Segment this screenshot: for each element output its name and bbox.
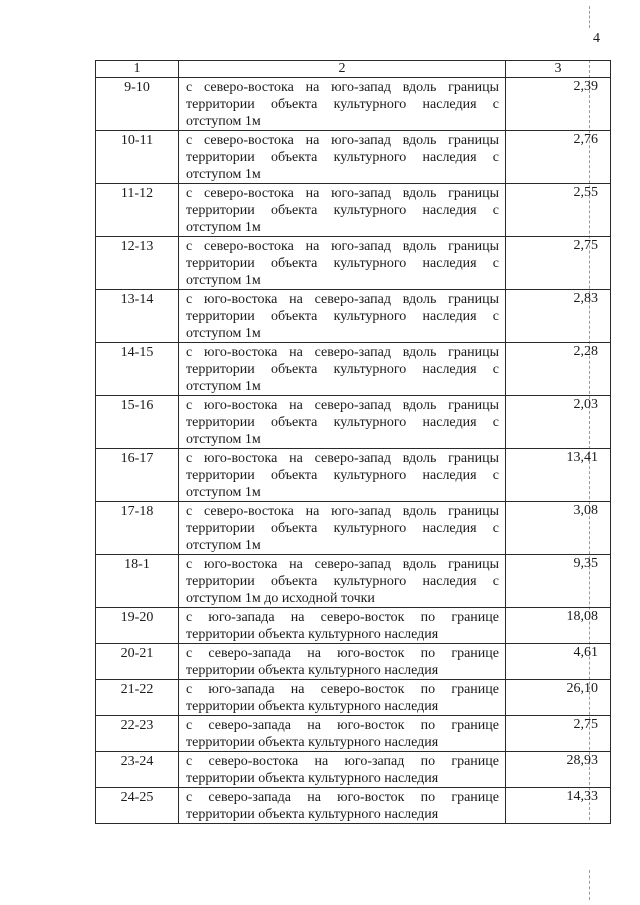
table-row (96, 449, 611, 502)
length-cell: 26,10 (506, 680, 611, 716)
table-row (96, 555, 611, 608)
length-cell: 2,39 (506, 78, 611, 131)
description-cell: с северо-востока на юго-запад вдоль границы территории объекта культурного наследия с отступом 1м (179, 184, 506, 237)
description-cell: с северо-запада на юго-восток по границе территории объекта культурного наследия (179, 644, 506, 680)
segment-cell: 19-20 (96, 608, 179, 644)
margin-mark (589, 870, 591, 900)
table-row (96, 78, 611, 131)
description-cell: с юго-востока на северо-запад вдоль границы территории объекта культурного наследия с отступом 1м до исходной точки (179, 555, 506, 608)
length-cell: 28,93 (506, 752, 611, 788)
description-cell: с северо-востока на юго-запад по границе территории объекта культурного наследия (179, 752, 506, 788)
segment-cell: 16-17 (96, 449, 179, 502)
segment-cell: 17-18 (96, 502, 179, 555)
segment-cell: 23-24 (96, 752, 179, 788)
table-row (96, 716, 611, 752)
column-header-segment: 1 (96, 61, 179, 78)
column-header-description: 2 (179, 61, 506, 78)
table-row (96, 290, 611, 343)
description-cell: с юго-востока на северо-запад вдоль границы территории объекта культурного наследия с отступом 1м (179, 290, 506, 343)
length-cell: 2,76 (506, 131, 611, 184)
length-cell: 3,08 (506, 502, 611, 555)
table-row (96, 752, 611, 788)
segment-cell: 20-21 (96, 644, 179, 680)
margin-mark (589, 6, 591, 28)
segment-cell: 14-15 (96, 343, 179, 396)
description-cell: с юго-запада на северо-восток по границе территории объекта культурного наследия (179, 608, 506, 644)
length-cell: 2,83 (506, 290, 611, 343)
description-cell: с северо-запада на юго-восток по границе территории объекта культурного наследия (179, 716, 506, 752)
length-cell: 2,28 (506, 343, 611, 396)
description-cell: с северо-запада на юго-восток по границе территории объекта культурного наследия (179, 788, 506, 824)
length-cell: 14,33 (506, 788, 611, 824)
segment-cell: 12-13 (96, 237, 179, 290)
table-row (96, 644, 611, 680)
length-cell: 9,35 (506, 555, 611, 608)
description-cell: с юго-востока на северо-запад вдоль границы территории объекта культурного наследия с отступом 1м (179, 343, 506, 396)
length-cell: 18,08 (506, 608, 611, 644)
segment-cell: 9-10 (96, 78, 179, 131)
description-cell: с юго-запада на северо-восток по границе территории объекта культурного наследия (179, 680, 506, 716)
column-header-length: 3 (506, 61, 611, 78)
segment-cell: 15-16 (96, 396, 179, 449)
length-cell: 4,61 (506, 644, 611, 680)
segment-cell: 22-23 (96, 716, 179, 752)
description-cell: с юго-востока на северо-запад вдоль границы территории объекта культурного наследия с отступом 1м (179, 449, 506, 502)
length-cell: 2,75 (506, 716, 611, 752)
segment-cell: 18-1 (96, 555, 179, 608)
segment-cell: 10-11 (96, 131, 179, 184)
table-row (96, 788, 611, 824)
table-header-row (96, 61, 611, 78)
boundary-segments-table (95, 60, 611, 824)
page-number: 4 (593, 31, 600, 46)
description-cell: с северо-востока на юго-запад вдоль границы территории объекта культурного наследия с отступом 1м (179, 237, 506, 290)
table-row (96, 184, 611, 237)
table-row (96, 680, 611, 716)
table-row (96, 608, 611, 644)
length-cell: 2,75 (506, 237, 611, 290)
table-row (96, 131, 611, 184)
description-cell: с северо-востока на юго-запад вдоль границы территории объекта культурного наследия с отступом 1м (179, 131, 506, 184)
table-row (96, 502, 611, 555)
table-row (96, 343, 611, 396)
description-cell: с юго-востока на северо-запад вдоль границы территории объекта культурного наследия с отступом 1м (179, 396, 506, 449)
table-row (96, 237, 611, 290)
table-body (96, 78, 611, 824)
segment-cell: 24-25 (96, 788, 179, 824)
length-cell: 2,55 (506, 184, 611, 237)
segment-cell: 11-12 (96, 184, 179, 237)
description-cell: с северо-востока на юго-запад вдоль границы территории объекта культурного наследия с отступом 1м (179, 502, 506, 555)
table-row (96, 396, 611, 449)
description-cell: с северо-востока на юго-запад вдоль границы территории объекта культурного наследия с отступом 1м (179, 78, 506, 131)
segment-cell: 21-22 (96, 680, 179, 716)
length-cell: 13,41 (506, 449, 611, 502)
segment-cell: 13-14 (96, 290, 179, 343)
length-cell: 2,03 (506, 396, 611, 449)
